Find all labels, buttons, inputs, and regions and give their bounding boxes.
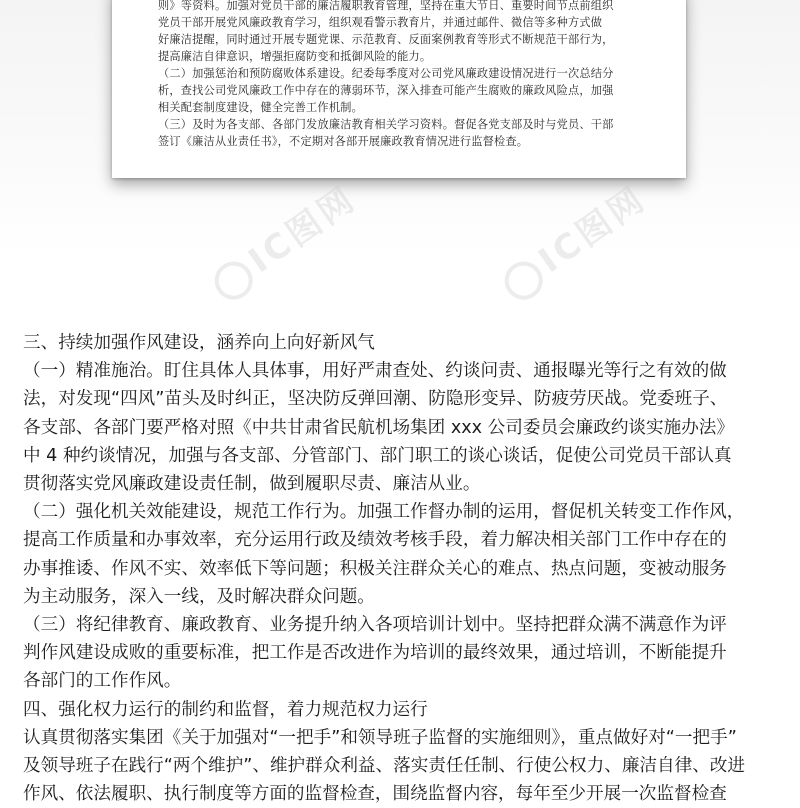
preview-line: （二）加强惩治和预防腐败体系建设。纪委每季度对公司党风廉政建设情况进行一次总结分 (158, 67, 614, 80)
preview-line: 析，查找公司党风廉政工作中存在的薄弱环节，深入排查可能产生腐败的廉政风险点，加强 (158, 84, 614, 97)
preview-line: 党员干部开展党风廉政教育学习，组织观看警示教育片，并通过邮件、微信等多种方式做 (158, 16, 603, 29)
watermark-left: IC图网 (201, 172, 365, 307)
preview-line: （三）及时为各支部、各部门发放廉洁教育相关学习资料。督促各党支部及时与党员、干部 (158, 118, 614, 131)
preview-line: 相关配套制度建设，健全完善工作机制。 (158, 101, 363, 114)
preview-line: 好廉洁提醒，同时通过开展专题党课、示范教育、反面案例教育等形式不断规范干部行为， (158, 33, 614, 46)
section-heading-4: 四、强化权力运行的制约和监督，着力规范权力运行 (23, 699, 428, 720)
body-line: 作风、依法履职、执行制度等方面的监督检查，围绕监督内容，每年至少开展一次监督检查 (23, 784, 727, 805)
body-line: （一）精准施治。盯住具体人具体事，用好严肃查处、约谈问责、通报曝光等行之有效的做 (23, 361, 727, 382)
body-line: 判作风建设成败的重要标准，把工作是否改进作为培训的最终效果，通过培训，不断能提升 (23, 643, 727, 664)
body-line: 法，对发现“四风”苗头及时纠正，坚决防反弹回潮、防隐形变异、防疲劳厌战。党委班子、 (23, 389, 728, 410)
preview-line: 则》等资料。加强对党员干部的廉洁履职教育管理，坚持在重大节日、重要时间节点前组织 (158, 0, 614, 12)
body-line: （二）强化机关效能建设，规范工作行为。加强工作督办制的运用，督促机关转变工作作风， (23, 502, 745, 523)
body-line: 中 4 种约谈情况，加强与各支部、分管部门、部门职工的谈心谈话，促使公司党员干部认真 (23, 445, 732, 466)
body-line: 贯彻落实党风廉政建设责任制，做到履职尽责、廉洁从业。 (23, 474, 481, 495)
watermark-right: IC图网 (491, 172, 655, 307)
main-text-body (23, 329, 783, 808)
body-line: 各部门的工作作风。 (23, 671, 182, 692)
body-line: 及领导班子在践行“两个维护”、维护群众利益、落实责任任制、行使公权力、廉洁自律、改进 (23, 756, 745, 777)
section-heading-3: 三、持续加强作风建设，涵养向上向好新风气 (23, 333, 375, 353)
body-line: 认真贯彻落实集团《关于加强对“一把手”和领导班子监督的实施细则》，重点做好对“一把手” (23, 727, 737, 748)
body-line: 为主动服务，深入一线，及时解决群众问题。 (23, 586, 375, 607)
document-page-preview (112, 0, 686, 178)
body-line: 办事推诿、作风不实、效率低下等问题；积极关注群众关心的难点、热点问题，变被动服务 (23, 558, 727, 579)
body-line: （三）将纪律教育、廉政教育、业务提升纳入各项培训计划中。坚持把群众满不满意作为评 (23, 615, 727, 636)
preview-text-block (158, 0, 658, 150)
preview-line: 签订《廉洁从业责任书》，不定期对各部开展廉政教育情况进行监督检查。 (158, 135, 529, 148)
body-line: 各支部、各部门要严格对照《中共甘肃省民航机场集团 xxx 公司委员会廉政约谈实施办法》 (23, 417, 734, 438)
preview-line: 提高廉洁自律意识，增强拒腐防变和抵御风险的能力。 (158, 50, 432, 63)
body-line: 提高工作质量和办事效率，充分运用行政及绩效考核手段，着力解决相关部门工作中存在的 (23, 530, 727, 551)
